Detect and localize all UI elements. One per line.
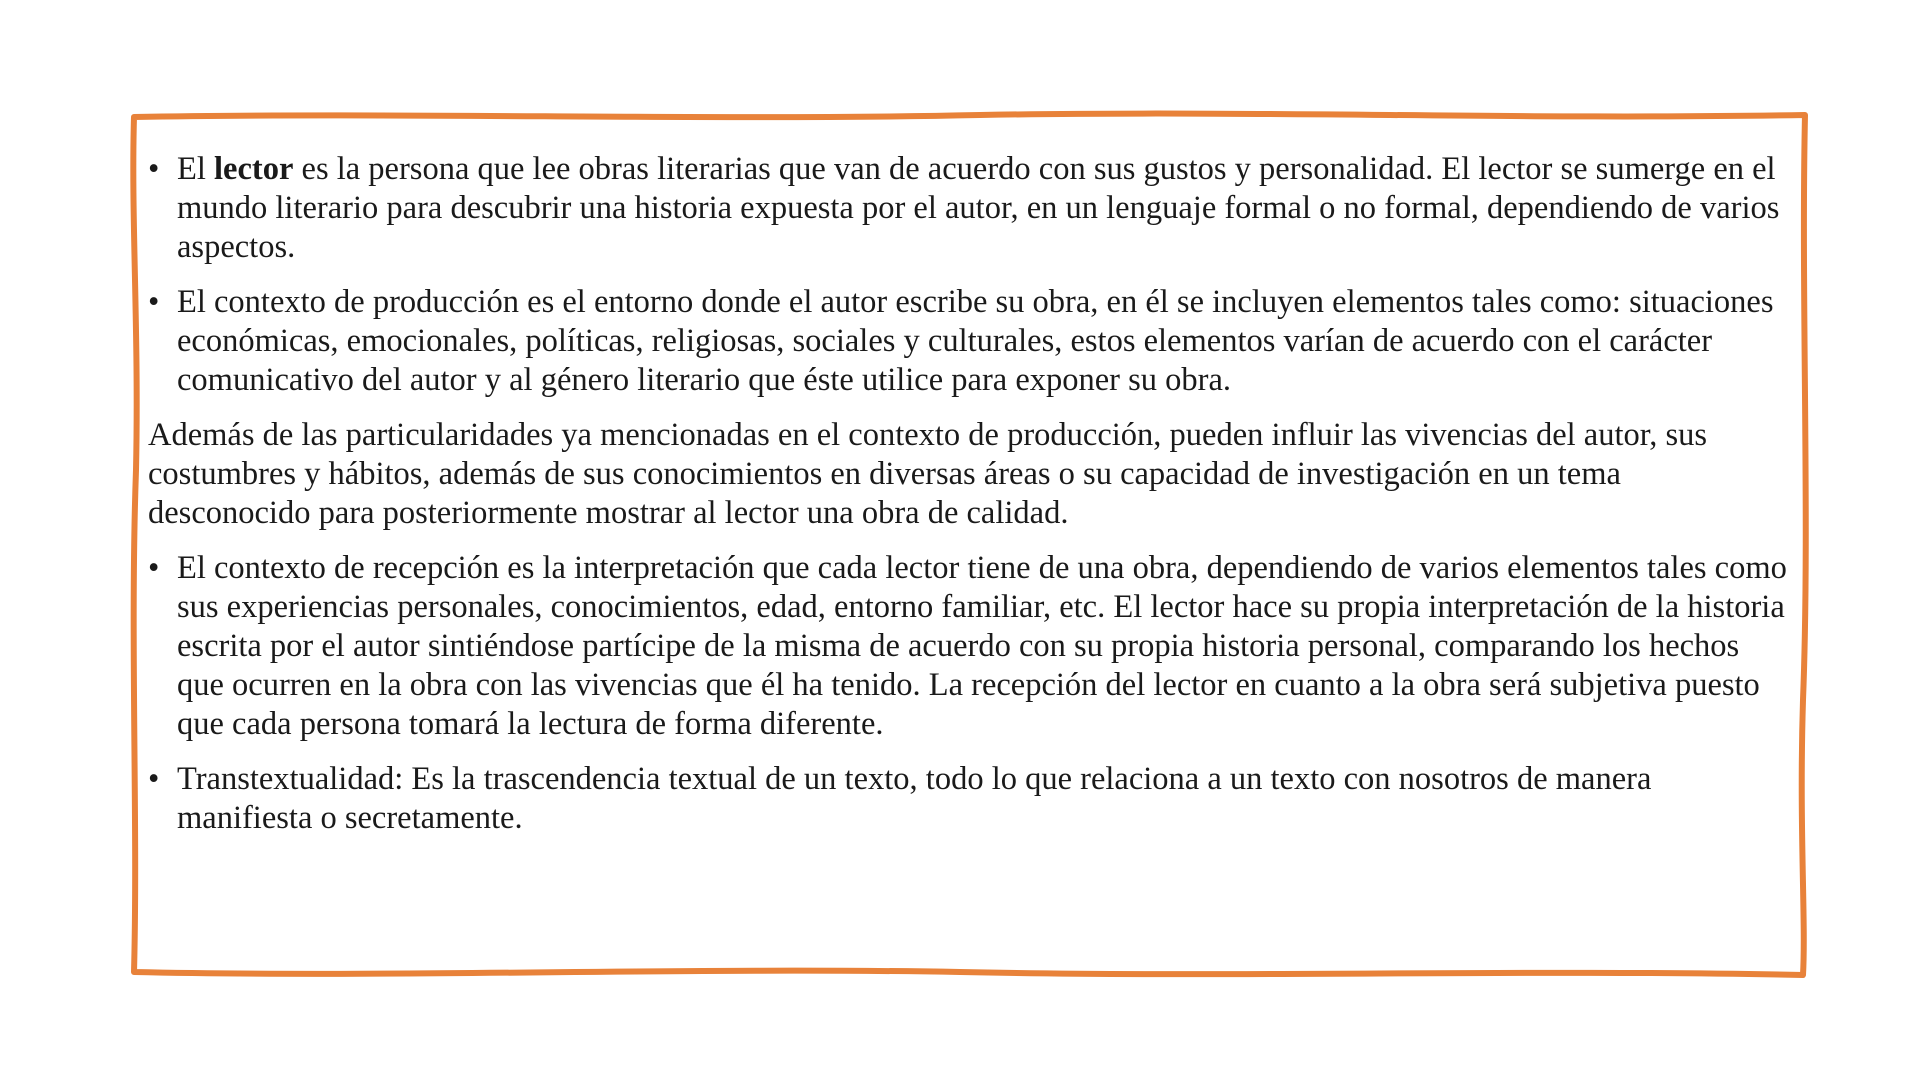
bullet-text: Transtextualidad: Es la trascendencia textual de un texto, todo lo que relaciona a un texto con nosotros de manera manifiesta o secretamente. (177, 761, 1652, 836)
bullet-item-transtextualidad (148, 760, 1788, 838)
bullet-item-contexto-recepcion (148, 549, 1788, 744)
slide-content (148, 150, 1788, 854)
bullet-marker: • (148, 284, 160, 320)
bullet-item-lector (148, 150, 1788, 267)
bullet-marker: • (148, 151, 160, 187)
bullet-text-post: es la persona que lee obras literarias que van de acuerdo con sus gustos y personalidad. El lector se sumerge en el mundo literario para descubrir una historia expuesta por el autor, en un lenguaje formal o no formal, dependiendo de varios aspectos. (177, 151, 1780, 265)
bullet-text: El contexto de producción es el entorno donde el autor escribe su obra, en él se incluyen elementos tales como: situaciones económicas, emocionales, políticas, religiosas, sociales y culturales, estos elementos varían de acuerdo con el carácter comunicativo del autor y al género literario que éste utilice para exponer su obra. (177, 284, 1774, 398)
bullet-text-pre: El (177, 151, 215, 187)
bullet-marker: • (148, 761, 160, 797)
bullet-marker: • (148, 550, 160, 586)
bullet-item-contexto-produccion (148, 283, 1788, 400)
bullet-text: El contexto de recepción es la interpretación que cada lector tiene de una obra, dependiendo de varios elementos tales como sus experiencias personales, conocimientos, edad, entorno familiar, etc. El lector hace su propia interpretación de la historia escrita por el autor sintiéndose partícipe de la misma de acuerdo con su propia historia personal, comparando los hechos que ocurren en la obra con las vivencias que él ha tenido. La recepción del lector en cuanto a la obra será subjetiva puesto que cada persona tomará la lectura de forma diferente. (177, 550, 1787, 742)
bold-term-lector: lector (214, 151, 294, 187)
paragraph-particularidades: Además de las particularidades ya mencionadas en el contexto de producción, pueden influir las vivencias del autor, sus costumbres y hábitos, además de sus conocimientos en diversas áreas o su capacidad de investigación en un tema desconocido para posteriormente mostrar al lector una obra de calidad. (148, 417, 1708, 531)
